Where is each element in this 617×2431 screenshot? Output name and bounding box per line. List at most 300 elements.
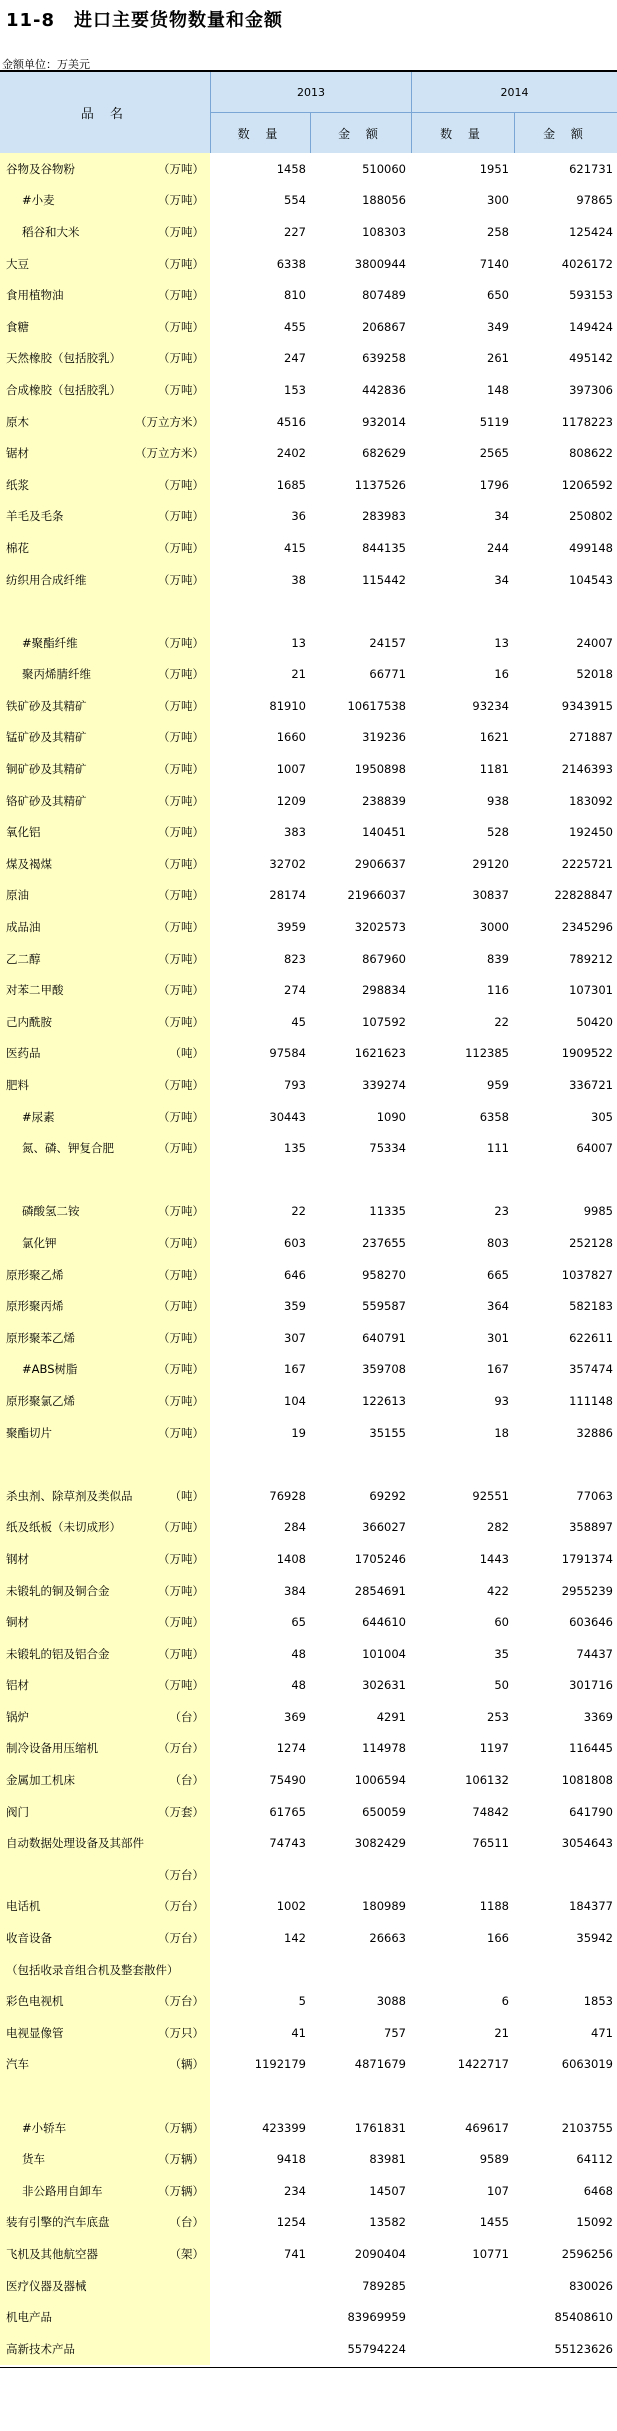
cell-qty-2013: 1274 <box>276 1741 306 1756</box>
cell-amount-2013: 206867 <box>362 319 406 334</box>
cell-amount-2014: 107301 <box>569 983 613 998</box>
table-row <box>0 1069 617 1101</box>
table-row <box>0 564 617 596</box>
cell-qty-2014: 1422717 <box>457 2057 509 2072</box>
table-row <box>0 690 617 722</box>
cell-qty-2014: 282 <box>487 1520 509 1535</box>
cell-qty-2014: 107 <box>487 2183 509 2198</box>
cell-qty-2013: 22 <box>291 1204 306 1219</box>
cell-amount-2014: 85408610 <box>554 2310 613 2325</box>
cell-qty-2014: 34 <box>494 572 509 587</box>
cell-qty-2014: 5119 <box>479 414 509 429</box>
cell-amount-2014: 1206592 <box>561 477 613 492</box>
table-row <box>0 974 617 1006</box>
row-unit: （万吨） <box>158 1235 204 1250</box>
cell-qty-2014: 1455 <box>479 2215 509 2230</box>
cell-amount-2014: 250802 <box>569 509 613 524</box>
row-name: 原形聚苯乙烯 <box>6 1330 75 1345</box>
cell-amount-2013: 844135 <box>362 540 406 555</box>
row-unit: （万吨） <box>158 793 204 808</box>
cell-amount-2013: 442836 <box>362 382 406 397</box>
row-unit: （万吨） <box>158 1109 204 1124</box>
row-name-cell <box>0 1480 210 1512</box>
table-row <box>0 2017 617 2049</box>
row-name-cell <box>0 216 210 248</box>
cell-qty-2014: 1443 <box>479 1551 509 1566</box>
row-name: 乙二醇 <box>6 951 41 966</box>
row-name-cell <box>0 1796 210 1828</box>
cell-qty-2013: 41 <box>291 2025 306 2040</box>
cell-amount-2014: 808622 <box>569 446 613 461</box>
table-row <box>0 1512 617 1544</box>
row-name: 大豆 <box>6 256 29 271</box>
cell-amount-2013: 140451 <box>362 825 406 840</box>
row-name-cell <box>0 2207 210 2239</box>
row-name-cell <box>0 1069 210 1101</box>
row-name: 原油 <box>6 888 29 903</box>
row-name: 聚酯切片 <box>6 1425 52 1440</box>
cell-qty-2013: 1002 <box>276 1899 306 1914</box>
cell-qty-2014: 93234 <box>472 698 509 713</box>
cell-qty-2014: 258 <box>487 224 509 239</box>
cell-qty-2014: 35 <box>494 1646 509 1661</box>
cell-qty-2014: 244 <box>487 540 509 555</box>
row-name: 纸浆 <box>6 477 29 492</box>
cell-qty-2014: 106132 <box>465 1773 509 1788</box>
cell-qty-2013: 167 <box>284 1362 306 1377</box>
table-row <box>0 1891 617 1923</box>
row-name: 铜材 <box>6 1615 29 1630</box>
cell-qty-2013: 1209 <box>276 793 306 808</box>
cell-amount-2013: 283983 <box>362 509 406 524</box>
table-row <box>0 343 617 375</box>
row-unit: （辆） <box>169 2057 204 2072</box>
row-name: 阀门 <box>6 1804 29 1819</box>
header-amt-2014: 金 额 <box>515 113 617 153</box>
row-name-cell <box>0 1701 210 1733</box>
cell-amount-2014: 2596256 <box>561 2246 613 2261</box>
row-name-cell <box>0 1922 210 1954</box>
row-name: 氧化铝 <box>6 825 41 840</box>
table-row <box>0 1385 617 1417</box>
cell-amount-2013: 302631 <box>362 1678 406 1693</box>
cell-amount-2014: 471 <box>591 2025 613 2040</box>
cell-amount-2013: 1950898 <box>354 762 406 777</box>
cell-qty-2013: 1408 <box>276 1551 306 1566</box>
table-row <box>0 1670 617 1702</box>
row-unit: （万吨） <box>158 1330 204 1345</box>
cell-qty-2014: 349 <box>487 319 509 334</box>
cell-amount-2013: 650059 <box>362 1804 406 1819</box>
row-name-cell <box>0 469 210 501</box>
table-row <box>0 469 617 501</box>
row-unit: （万吨） <box>158 1393 204 1408</box>
row-unit: （万只） <box>158 2025 204 2040</box>
cell-amount-2013: 69292 <box>369 1488 406 1503</box>
cell-amount-2014: 2146393 <box>561 762 613 777</box>
cell-amount-2014: 35942 <box>576 1931 613 1946</box>
row-name: 钢材 <box>6 1551 29 1566</box>
table-row <box>0 1827 617 1859</box>
header-divider <box>514 113 515 153</box>
cell-amount-2013: 55794224 <box>347 2341 406 2356</box>
cell-amount-2014: 77063 <box>576 1488 613 1503</box>
cell-qty-2014: 1951 <box>479 161 509 176</box>
row-unit: （万吨） <box>158 382 204 397</box>
row-name-cell <box>0 1891 210 1923</box>
row-unit: （万吨） <box>158 1267 204 1282</box>
row-name-cell <box>0 1670 210 1702</box>
row-unit: （万吨） <box>158 1204 204 1219</box>
table-row <box>0 1733 617 1765</box>
row-name: 货车 <box>22 2152 45 2167</box>
row-unit: （万吨） <box>158 224 204 239</box>
cell-amount-2013: 108303 <box>362 224 406 239</box>
cell-amount-2014: 603646 <box>569 1615 613 1630</box>
cell-qty-2014: 21 <box>494 2025 509 2040</box>
cell-amount-2013: 24157 <box>369 635 406 650</box>
table-row <box>0 2080 617 2112</box>
row-name: 未锻轧的铜及铜合金 <box>6 1583 110 1598</box>
cell-qty-2014: 23 <box>494 1204 509 1219</box>
cell-qty-2014: 116 <box>487 983 509 998</box>
cell-qty-2014: 1181 <box>479 762 509 777</box>
row-name: 己内酰胺 <box>6 1014 52 1029</box>
row-name: 天然橡胶（包括胶乳） <box>6 351 121 366</box>
cell-amount-2014: 495142 <box>569 351 613 366</box>
table-row <box>0 2175 617 2207</box>
row-name: 电视显像管 <box>6 2025 64 2040</box>
row-unit: （万吨） <box>158 825 204 840</box>
table-row <box>0 722 617 754</box>
row-name-cell <box>0 1448 210 1480</box>
table-row <box>0 311 617 343</box>
row-name-cell <box>0 2333 210 2365</box>
cell-amount-2013: 639258 <box>362 351 406 366</box>
row-name-cell <box>0 437 210 469</box>
cell-qty-2014: 1188 <box>479 1899 509 1914</box>
table-row <box>0 1132 617 1164</box>
cell-amount-2013: 11335 <box>369 1204 406 1219</box>
unit-note: 金额单位：万美元 <box>2 58 90 71</box>
cell-qty-2013: 65 <box>291 1615 306 1630</box>
table-row <box>0 1638 617 1670</box>
cell-qty-2013: 1660 <box>276 730 306 745</box>
table-row <box>0 1796 617 1828</box>
cell-amount-2014: 15092 <box>576 2215 613 2230</box>
row-name-cell <box>0 1006 210 1038</box>
cell-qty-2014: 29120 <box>472 856 509 871</box>
cell-amount-2013: 298834 <box>362 983 406 998</box>
cell-qty-2014: 10771 <box>472 2246 509 2261</box>
cell-qty-2014: 1796 <box>479 477 509 492</box>
cell-amount-2013: 14507 <box>369 2183 406 2198</box>
cell-amount-2014: 64112 <box>576 2152 613 2167</box>
row-unit: （万吨） <box>158 951 204 966</box>
cell-qty-2013: 6338 <box>276 256 306 271</box>
cell-amount-2013: 3088 <box>376 1994 406 2009</box>
row-name: #小麦 <box>22 193 55 208</box>
cell-qty-2014: 2565 <box>479 446 509 461</box>
row-name: 自动数据处理设备及其部件 <box>6 1836 144 1851</box>
header-year-2013: 2013 <box>211 72 411 113</box>
cell-qty-2014: 16 <box>494 667 509 682</box>
cell-amount-2013: 26663 <box>369 1931 406 1946</box>
table-row <box>0 248 617 280</box>
cell-amount-2014: 192450 <box>569 825 613 840</box>
cell-qty-2014: 74842 <box>472 1804 509 1819</box>
row-name-cell <box>0 627 210 659</box>
cell-amount-2014: 6468 <box>583 2183 613 2198</box>
row-name-cell <box>0 1132 210 1164</box>
row-unit: （万吨） <box>158 1141 204 1156</box>
row-name-cell <box>0 1290 210 1322</box>
cell-amount-2014: 9985 <box>583 1204 613 1219</box>
cell-qty-2014: 93 <box>494 1393 509 1408</box>
row-name: 食用植物油 <box>6 288 64 303</box>
row-name-cell <box>0 911 210 943</box>
cell-amount-2013: 682629 <box>362 446 406 461</box>
row-unit: （万吨） <box>158 1520 204 1535</box>
row-name-cell <box>0 2301 210 2333</box>
cell-qty-2013: 284 <box>284 1520 306 1535</box>
table-row <box>0 374 617 406</box>
cell-qty-2014: 650 <box>487 288 509 303</box>
row-name-cell <box>0 1985 210 2017</box>
cell-amount-2013: 932014 <box>362 414 406 429</box>
table-row <box>0 2301 617 2333</box>
row-name-cell <box>0 785 210 817</box>
cell-qty-2013: 75490 <box>269 1773 306 1788</box>
row-unit: （万吨） <box>158 1646 204 1661</box>
cell-qty-2014: 1621 <box>479 730 509 745</box>
table-row <box>0 437 617 469</box>
cell-qty-2013: 227 <box>284 224 306 239</box>
table-row <box>0 1954 617 1986</box>
row-name: 原形聚乙烯 <box>6 1267 64 1282</box>
cell-qty-2013: 234 <box>284 2183 306 2198</box>
row-unit: （万吨） <box>158 1678 204 1693</box>
cell-qty-2013: 823 <box>284 951 306 966</box>
row-name-cell <box>0 974 210 1006</box>
cell-qty-2014: 50 <box>494 1678 509 1693</box>
row-name: 羊毛及毛条 <box>6 509 64 524</box>
table-row <box>0 595 617 627</box>
row-name: 医疗仪器及器械 <box>6 2278 87 2293</box>
table-row <box>0 1701 617 1733</box>
row-name: 肥料 <box>6 1078 29 1093</box>
cell-qty-2014: 112385 <box>465 1046 509 1061</box>
row-name: （包括收录音组合机及整套散件） <box>6 1962 179 1977</box>
row-name-cell <box>0 343 210 375</box>
row-name: 汽车 <box>6 2057 29 2072</box>
row-name: 锰矿砂及其精矿 <box>6 730 87 745</box>
header-qty-2014: 数 量 <box>412 113 514 153</box>
table-row <box>0 2112 617 2144</box>
cell-amount-2013: 3202573 <box>354 920 406 935</box>
cell-amount-2014: 621731 <box>569 161 613 176</box>
row-unit: （万吨） <box>158 1299 204 1314</box>
row-name-cell <box>0 722 210 754</box>
row-name: 铝材 <box>6 1678 29 1693</box>
cell-qty-2014: 9589 <box>479 2152 509 2167</box>
row-unit: （万吨） <box>158 319 204 334</box>
header-qty-2013: 数 量 <box>211 113 310 153</box>
cell-qty-2014: 665 <box>487 1267 509 1282</box>
cell-qty-2013: 142 <box>284 1931 306 1946</box>
row-name: #ABS树脂 <box>22 1362 78 1377</box>
cell-qty-2014: 76511 <box>472 1836 509 1851</box>
cell-qty-2014: 30837 <box>472 888 509 903</box>
table-row <box>0 1985 617 2017</box>
row-name: 纺织用合成纤维 <box>6 572 87 587</box>
cell-amount-2013: 83969959 <box>347 2310 406 2325</box>
row-name-cell <box>0 564 210 596</box>
row-name-cell <box>0 690 210 722</box>
table-row <box>0 532 617 564</box>
table-row <box>0 2270 617 2302</box>
table-header <box>0 72 617 153</box>
cell-qty-2013: 48 <box>291 1646 306 1661</box>
row-name: 非公路用自卸车 <box>22 2183 103 2198</box>
cell-amount-2014: 52018 <box>576 667 613 682</box>
cell-amount-2013: 789285 <box>362 2278 406 2293</box>
cell-amount-2013: 958270 <box>362 1267 406 1282</box>
cell-qty-2013: 1685 <box>276 477 306 492</box>
cell-amount-2014: 2955239 <box>561 1583 613 1598</box>
cell-qty-2013: 9418 <box>276 2152 306 2167</box>
cell-qty-2014: 7140 <box>479 256 509 271</box>
row-name-cell <box>0 248 210 280</box>
table-row <box>0 943 617 975</box>
row-unit: （万吨） <box>158 351 204 366</box>
row-name: 氯化钾 <box>22 1235 57 1250</box>
cell-amount-2013: 115442 <box>362 572 406 587</box>
cell-qty-2013: 74743 <box>269 1836 306 1851</box>
row-unit: （架） <box>169 2246 204 2261</box>
row-name-cell <box>0 1733 210 1765</box>
cell-qty-2014: 528 <box>487 825 509 840</box>
cell-qty-2013: 135 <box>284 1141 306 1156</box>
header-name-col: 品 名 <box>0 72 211 153</box>
row-unit: （万辆） <box>158 2152 204 2167</box>
cell-amount-2013: 13582 <box>369 2215 406 2230</box>
cell-amount-2014: 2345296 <box>561 920 613 935</box>
cell-qty-2013: 384 <box>284 1583 306 1598</box>
cell-amount-2014: 149424 <box>569 319 613 334</box>
page-title: 11-8 进口主要货物数量和金额 <box>6 10 284 31</box>
cell-amount-2014: 4026172 <box>561 256 613 271</box>
row-name-cell <box>0 185 210 217</box>
cell-qty-2013: 153 <box>284 382 306 397</box>
row-name-cell <box>0 311 210 343</box>
cell-qty-2014: 253 <box>487 1709 509 1724</box>
cell-qty-2013: 1192179 <box>254 2057 306 2072</box>
cell-amount-2013: 1137526 <box>354 477 406 492</box>
cell-qty-2014: 34 <box>494 509 509 524</box>
table-row <box>0 785 617 817</box>
cell-qty-2014: 22 <box>494 1014 509 1029</box>
cell-amount-2013: 83981 <box>369 2152 406 2167</box>
cell-qty-2014: 300 <box>487 193 509 208</box>
row-name: 原形聚丙烯 <box>6 1299 64 1314</box>
row-unit: （万吨） <box>158 730 204 745</box>
row-unit: （万台） <box>158 1867 204 1882</box>
row-name-cell <box>0 2143 210 2175</box>
row-name: 机电产品 <box>6 2310 52 2325</box>
cell-qty-2013: 274 <box>284 983 306 998</box>
cell-amount-2014: 50420 <box>576 1014 613 1029</box>
cell-amount-2013: 2090404 <box>354 2246 406 2261</box>
header-year-2014: 2014 <box>412 72 617 113</box>
cell-amount-2014: 1853 <box>583 1994 613 2009</box>
cell-amount-2014: 357474 <box>569 1362 613 1377</box>
cell-amount-2013: 640791 <box>362 1330 406 1345</box>
row-name-cell <box>0 501 210 533</box>
table-row <box>0 501 617 533</box>
row-name: 铬矿砂及其精矿 <box>6 793 87 808</box>
row-unit: （万辆） <box>158 2183 204 2198</box>
row-name: 铁矿砂及其精矿 <box>6 698 87 713</box>
cell-amount-2014: 499148 <box>569 540 613 555</box>
cell-amount-2014: 358897 <box>569 1520 613 1535</box>
cell-qty-2013: 4516 <box>276 414 306 429</box>
row-name-cell <box>0 2270 210 2302</box>
cell-qty-2014: 469617 <box>465 2120 509 2135</box>
table-row <box>0 1859 617 1891</box>
table-row <box>0 185 617 217</box>
cell-qty-2013: 19 <box>291 1425 306 1440</box>
cell-qty-2014: 13 <box>494 635 509 650</box>
cell-qty-2014: 959 <box>487 1078 509 1093</box>
row-unit: （万吨） <box>158 1615 204 1630</box>
cell-qty-2013: 455 <box>284 319 306 334</box>
table-row <box>0 279 617 311</box>
table-row <box>0 1196 617 1228</box>
row-name-cell <box>0 1638 210 1670</box>
row-name: 氮、磷、钾复合肥 <box>22 1141 114 1156</box>
row-name: 高新技术产品 <box>6 2341 75 2356</box>
row-name: 制冷设备用压缩机 <box>6 1741 98 1756</box>
cell-qty-2014: 803 <box>487 1235 509 1250</box>
cell-amount-2014: 271887 <box>569 730 613 745</box>
cell-qty-2013: 423399 <box>262 2120 306 2135</box>
cell-qty-2013: 1007 <box>276 762 306 777</box>
cell-qty-2013: 28174 <box>269 888 306 903</box>
cell-amount-2014: 336721 <box>569 1078 613 1093</box>
row-name-cell <box>0 1764 210 1796</box>
row-name-cell <box>0 943 210 975</box>
cell-qty-2014: 301 <box>487 1330 509 1345</box>
cell-amount-2014: 32886 <box>576 1425 613 1440</box>
cell-amount-2014: 111148 <box>569 1393 613 1408</box>
bottom-rule <box>0 2367 617 2368</box>
cell-qty-2013: 369 <box>284 1709 306 1724</box>
cell-qty-2013: 247 <box>284 351 306 366</box>
cell-amount-2013: 1761831 <box>354 2120 406 2135</box>
cell-amount-2014: 1909522 <box>561 1046 613 1061</box>
cell-qty-2013: 307 <box>284 1330 306 1345</box>
cell-qty-2014: 422 <box>487 1583 509 1598</box>
cell-amount-2014: 116445 <box>569 1741 613 1756</box>
cell-amount-2013: 807489 <box>362 288 406 303</box>
row-unit: （万吨） <box>158 1362 204 1377</box>
table-body <box>0 153 617 2365</box>
row-unit: （万吨） <box>158 1551 204 1566</box>
row-name-cell <box>0 2112 210 2144</box>
table-row <box>0 406 617 438</box>
cell-amount-2013: 1705246 <box>354 1551 406 1566</box>
